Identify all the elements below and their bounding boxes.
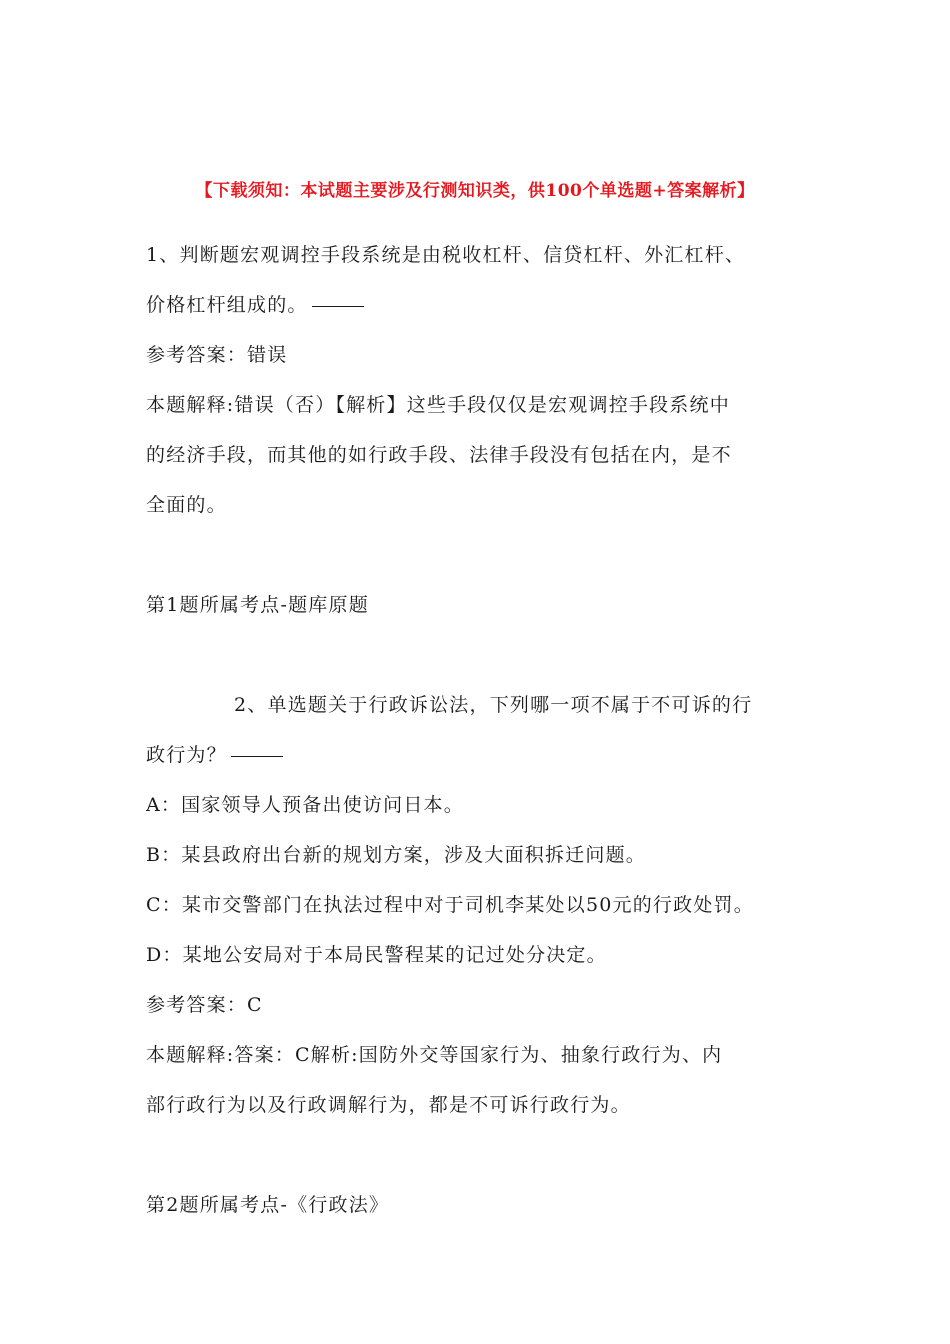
q2-answer: 参考答案：C xyxy=(146,994,263,1016)
q1-question-line2 xyxy=(146,280,806,330)
q2-option-a: A：国家领导人预备出使访问日本。 xyxy=(146,794,464,816)
q1-explanation-line3: 全面的。 xyxy=(146,494,227,516)
spacer xyxy=(146,1130,806,1180)
q1-explanation-line1: 本题解释:错误（否）【解析】这些手段仅仅是宏观调控手段系统中 xyxy=(146,394,730,416)
q1-answer: 参考答案：错误 xyxy=(146,344,288,366)
download-notice: 【下载须知：本试题主要涉及行测知识类，供100个单选题+答案解析】 xyxy=(195,181,755,201)
q2-question-line2 xyxy=(146,730,806,780)
q2-question-line1: 2、单选题关于行政诉讼法，下列哪一项不属于不可诉的行 xyxy=(234,694,753,716)
answer-blank xyxy=(312,305,364,307)
q1-explanation-line2: 的经济手段，而其他的如行政手段、法律手段没有包括在内，是不 xyxy=(146,444,732,466)
q2-option-d: D：某地公安局对于本局民警程某的记过处分决定。 xyxy=(146,944,607,966)
q2-explanation-line1: 本题解释:答案：C解析:国防外交等国家行为、抽象行政行为、内 xyxy=(146,1044,723,1066)
q1-topic: 第1题所属考点-题库原题 xyxy=(146,594,369,616)
q2-explanation-line2: 部行政行为以及行政调解行为，都是不可诉行政行为。 xyxy=(146,1094,631,1116)
q1-question-line1: 1、判断题宏观调控手段系统是由税收杠杆、信贷杠杆、外汇杠杆、 xyxy=(146,244,746,266)
q2-topic: 第2题所属考点-《行政法》 xyxy=(146,1194,390,1216)
question-content xyxy=(146,230,806,1230)
q2-question-text: 政行为？ xyxy=(146,744,227,766)
q1-question-text: 价格杠杆组成的。 xyxy=(146,294,308,316)
answer-blank xyxy=(231,755,283,757)
spacer xyxy=(146,530,806,580)
q2-option-b: B：某县政府出台新的规划方案，涉及大面积拆迁问题。 xyxy=(146,844,646,866)
q2-option-c: C：某市交警部门在执法过程中对于司机李某处以50元的行政处罚。 xyxy=(146,894,754,916)
spacer xyxy=(146,630,806,680)
